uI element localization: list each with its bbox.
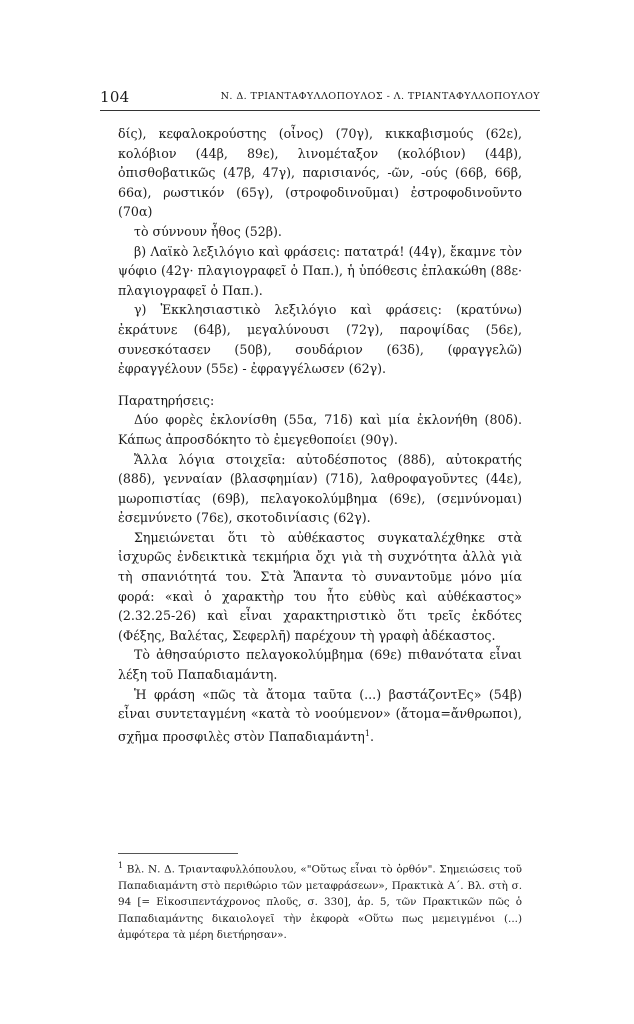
paragraph-text: Ἡ φράση «πῶς τὰ ἄτομα ταῦτα (...) βαστάζοντΕς» (54β) εἶναι συντεταγμένη «κατὰ τὸ νοούμενον» (ἄτομα=ἄνθρωποι), σχῆμα προσφιλὲς στὸν Παπαδιαμάντη <box>118 686 522 744</box>
header-rule <box>100 110 540 111</box>
page-header <box>100 88 540 110</box>
footnotes <box>118 858 522 944</box>
body-text <box>118 124 522 747</box>
section-heading: Παρατηρήσεις: <box>118 392 215 408</box>
paragraph: β) Λαϊκὸ λεξιλόγιο καὶ φράσεις: πατατρά! (44γ), ἔκαμνε τὸν ψόφιο (42γ· πλαγιογραφεῖ ὁ Παπ.), ἡ ὑπόθεσις ἐπλακώθη (88ε· πλαγιογραφεῖ ὁ Παπ.). <box>118 243 522 298</box>
footnote-text: Βλ. Ν. Δ. Τριανταφυλλόπουλου, «"Οὕτως εἶναι τὸ ὀρθόν". Σημειώσεις τοῦ Παπαδιαμάντη στὸ περιθώριο τῶν μεταφράσεων», Πρακτικὰ Α΄. Βλ. στὴ σ. 94 [= Εἰκοσιπεντάχρονος πλοῦς, σ. 330], ἀρ. 5, τῶν Πρακτικῶν πῶς ὁ Παπαδιαμάντης δικαιολογεῖ τὴν ἐκφορὰ «Οὕτω πως μεμειγμένοι (...) ἀμφότερα τὰ μέρη διετήρησαν». <box>118 863 522 942</box>
footnote-number: 1 <box>118 861 124 870</box>
paragraph: τὸ σύννουν ἦθος (52β). <box>134 223 282 239</box>
paragraph: Σημειώνεται ὅτι τὸ αὐθέκαστος συγκαταλέχθηκε στὰ ἰσχυρῶς ἐνδεικτικὰ τεκμήρια ὄχι γιὰ τὴ συχνότητα ἀλλὰ γιὰ τὴ σπανιότητά του. Στὰ Ἅπαντα τὸ συναντοῦμε μόνο μία φορά: «καὶ ὁ χαρακτὴρ του ἦτο εὐθὺς καὶ αὐθέκαστος» (2.32.25-26) καὶ εἶναι χαρακτηριστικὸ ὅτι τρεῖς ἐκδότες (Φέξης, Βαλέτας, Σεφερλῆ) παρέχουν τὴ γραφὴ ἀδέκαστος. <box>118 529 522 643</box>
paragraph: γ) Ἐκκλησιαστικὸ λεξιλόγιο καὶ φράσεις: (κρατύνω) ἐκράτυνε (64β), μεγαλύνουσι (72γ), παροψίδας (56ε), συνεσκότασεν (50β), σουδάριον (63δ), (φραγγελῶ) ἐφραγγέλουν (55ε) - ἐφραγγέλωσεν (62γ). <box>118 302 522 377</box>
spacer <box>118 379 522 391</box>
page-number: 104 <box>100 88 130 106</box>
footnote <box>118 858 522 944</box>
paragraph: Ἡ φράση «πῶς τὰ ἄτομα ταῦτα (...) βαστάζοντΕς» (54β) εἶναι συντεταγμένη «κατὰ τὸ νοούμενον» (ἄτομα=ἄνθρωποι), σχῆμα προσφιλὲς στὸν Παπαδιαμάντη$^1$. <box>118 686 522 744</box>
paragraph: Δύο φορὲς ἐκλονίσθη (55α, 71δ) καὶ μία ἐκλονήθη (80δ). Κάπως ἀπροσδόκητο τὸ ἐμεγεθοποίει (90γ). <box>118 412 522 447</box>
paragraph: Ἄλλα λόγια στοιχεῖα: αὐτοδέσποτος (88δ), αὐτοκρατής (88δ), γενναίαν (βλασφημίαν) (71δ), λαθροφαγοῦντες (44ε), μωροπιστίας (69β), πελαγοκολύμβημα (69ε), (σεμνύνομαι) ἐσεμνύνετο (76ε), σκοτοδινίασις (62γ). <box>118 451 522 526</box>
paragraph: δίς), κεφαλοκρούστης (οἶνος) (70γ), κικκαβισμούς (62ε), κολόβιον (44β, 89ε), λινομέταξον (κολόβιον) (44β), ὀπισθοβατικῶς (47β, 47γ), παρισιανός, -ῶν, -ούς (66β, 66β, 66α), ρωστικόν (65γ), (στροφοδινοῦμαι) ἐστροφοδινοῦντο (70α) <box>118 126 522 220</box>
footnote-rule <box>118 853 238 854</box>
running-title: Ν. Δ. ΤΡΙΑΝΤΑΦΥΛΛΟΠΟΥΛΟΣ - Λ. ΤΡΙΑΝΤΑΦΥΛΛΟΠΟΥΛΟΥ <box>220 91 540 102</box>
paragraph: Τὸ ἀθησαύριστο πελαγοκολύμβημα (69ε) πιθανότατα εἶναι λέξη τοῦ Παπαδιαμάντη. <box>118 647 522 683</box>
footnote-ref[interactable]: 1 <box>364 728 370 738</box>
